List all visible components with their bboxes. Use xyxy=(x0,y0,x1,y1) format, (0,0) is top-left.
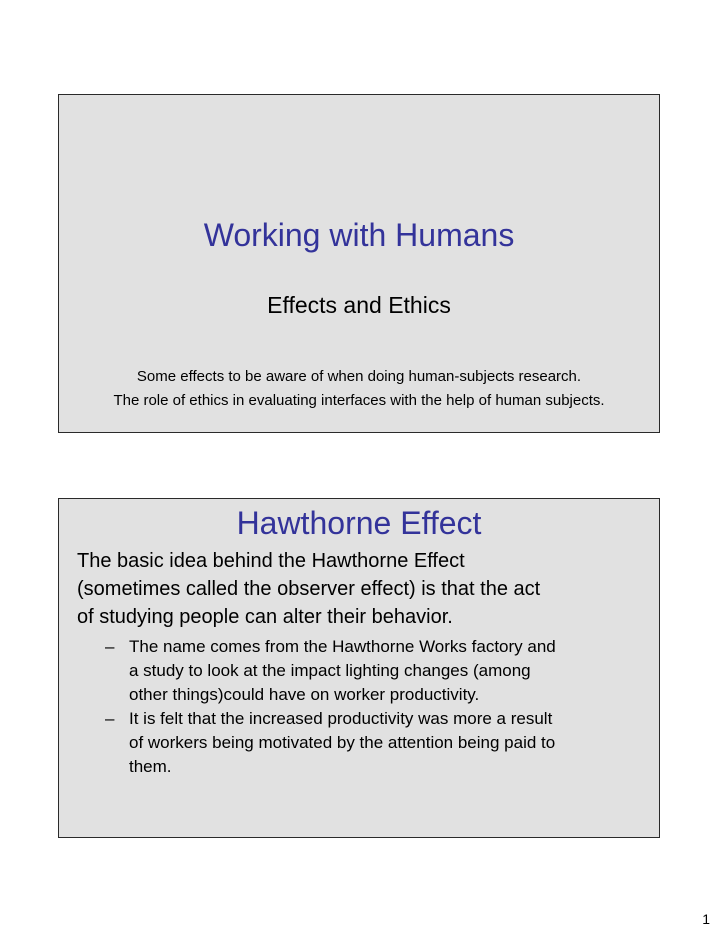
slide-2-title: Hawthorne Effect xyxy=(236,505,482,541)
slide-1-description-line: Some effects to be aware of when doing human-subjects research. xyxy=(136,368,582,385)
lead-line: (sometimes called the observer effect) is that the act xyxy=(77,578,541,600)
bullet-item xyxy=(77,635,647,707)
bullet-line: It is felt that the increased productivity was more a result xyxy=(129,709,553,728)
slide-2 xyxy=(58,498,660,838)
slide-1-subtitle: Effects and Ethics xyxy=(267,292,451,318)
slide-1-title: Working with Humans xyxy=(203,217,515,253)
bullet-line: a study to look at the impact lighting changes (among xyxy=(129,661,531,680)
bullet-line: of workers being motivated by the attention being paid to xyxy=(129,733,556,752)
lead-line: The basic idea behind the Hawthorne Effect xyxy=(77,550,465,572)
bullet-line: them. xyxy=(129,757,172,776)
bullet-item xyxy=(77,707,647,779)
slide-1 xyxy=(58,94,660,433)
slide-2-lead-paragraph xyxy=(77,547,647,631)
slide-2-bullet-list xyxy=(77,635,647,779)
slide-1-description xyxy=(59,365,659,413)
lead-line: of studying people can alter their behavior. xyxy=(77,606,453,628)
slide-2-body xyxy=(77,547,647,779)
slide-1-description-line: The role of ethics in evaluating interfaces with the help of human subjects. xyxy=(113,392,605,409)
dash-bullet-icon: – xyxy=(105,637,115,656)
bullet-line: other things)could have on worker productivity. xyxy=(129,685,480,704)
page-number: 1 xyxy=(702,911,710,927)
bullet-line: The name comes from the Hawthorne Works factory and xyxy=(129,637,556,656)
dash-bullet-icon: – xyxy=(105,709,115,728)
